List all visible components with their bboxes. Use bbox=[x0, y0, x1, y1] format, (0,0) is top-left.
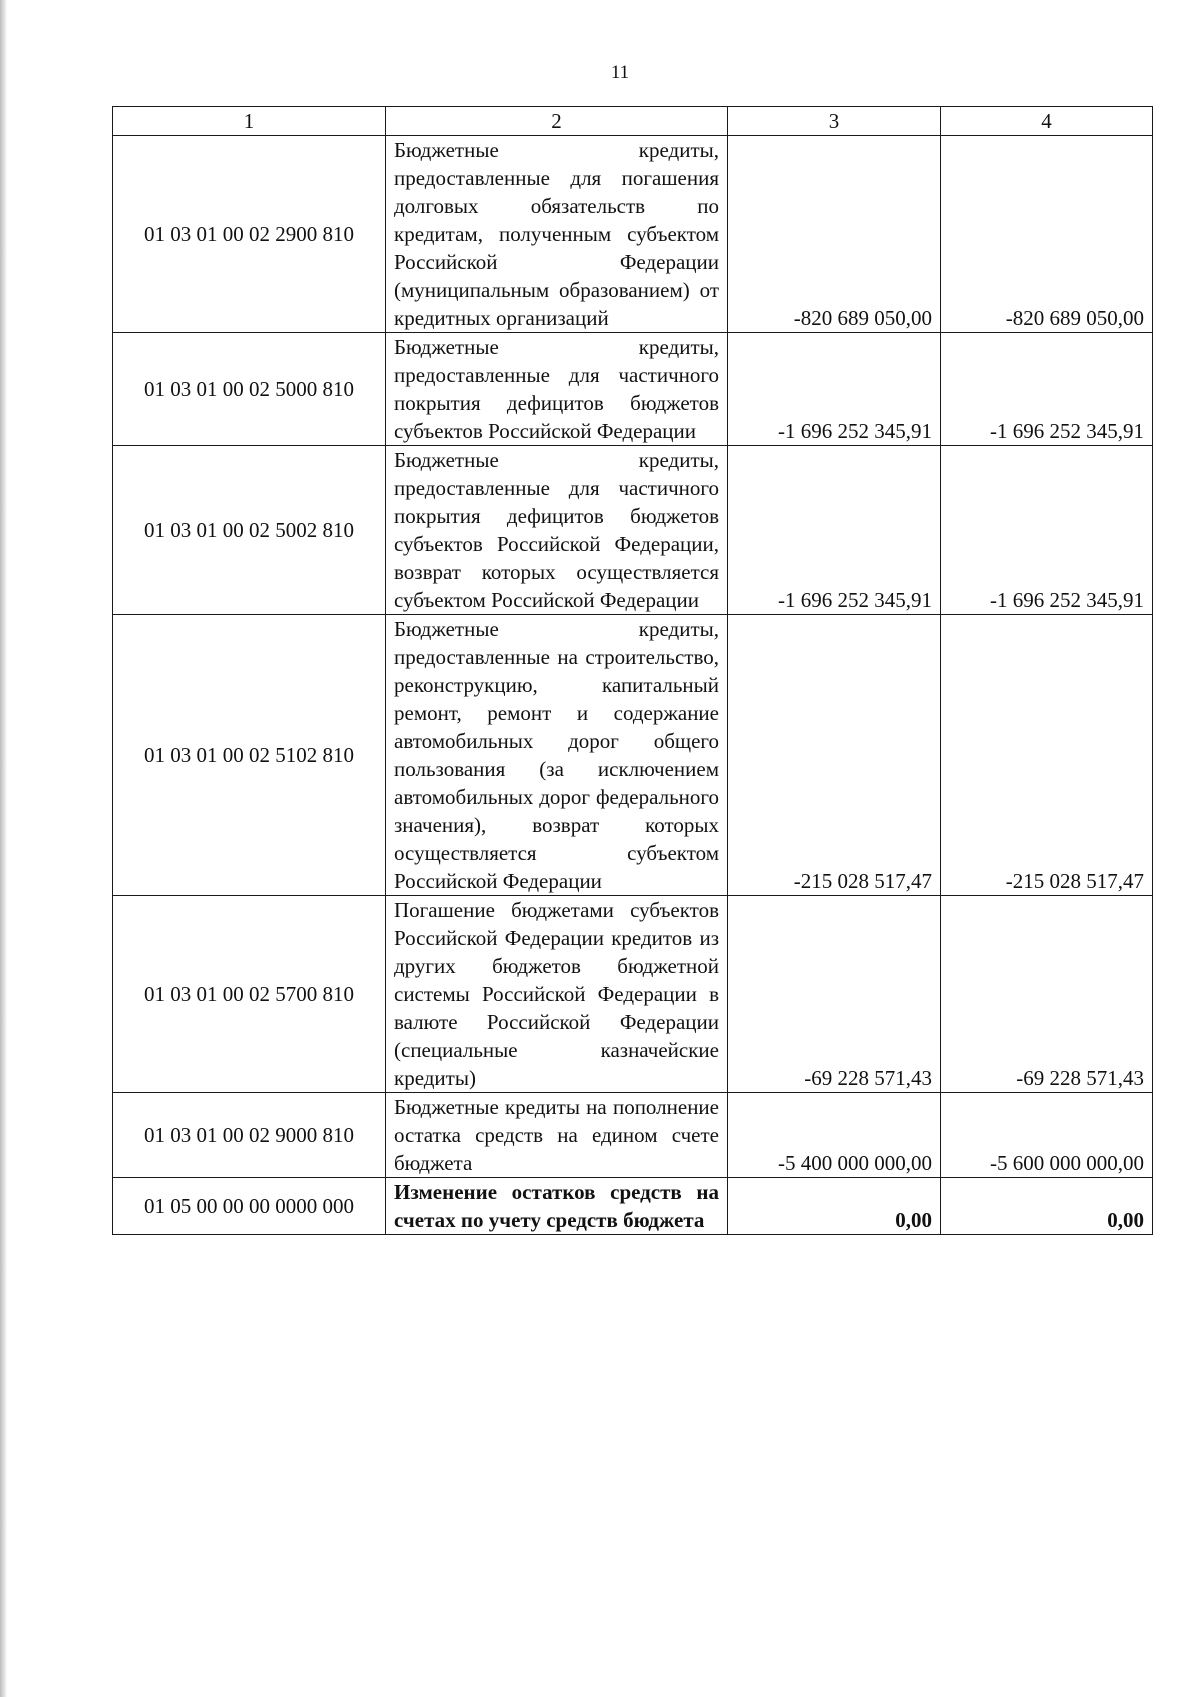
amount-col3-cell: -215 028 517,47 bbox=[728, 615, 941, 896]
table-row-total bbox=[113, 1178, 1153, 1235]
description-cell: Бюджетные кредиты, предоставленные на строительство, реконструкцию, капитальный ремонт, ремонт и содержание автомобильных дорог общего пользования (за исключением автомобильных дорог федерального значения), возврат которых осуществляется субъектом Российской Федерации bbox=[386, 615, 728, 896]
budget-code-cell: 01 03 01 00 02 5002 810 bbox=[113, 446, 386, 615]
amount-col3-cell: 0,00 bbox=[728, 1178, 941, 1235]
page-number: 11 bbox=[610, 62, 630, 83]
amount-col3-cell: -69 228 571,43 bbox=[728, 896, 941, 1093]
amount-col3-cell: -1 696 252 345,91 bbox=[728, 333, 941, 446]
table-row bbox=[113, 136, 1153, 333]
budget-code-cell: 01 05 00 00 00 0000 000 bbox=[113, 1178, 386, 1235]
amount-col3-cell: -1 696 252 345,91 bbox=[728, 446, 941, 615]
table-row bbox=[113, 896, 1153, 1093]
budget-code-cell: 01 03 01 00 02 5700 810 bbox=[113, 896, 386, 1093]
budget-code-cell: 01 03 01 00 02 5000 810 bbox=[113, 333, 386, 446]
header-col-1: 1 bbox=[113, 107, 386, 136]
description-cell: Бюджетные кредиты, предоставленные для частичного покрытия дефицитов бюджетов субъектов Российской Федерации bbox=[386, 333, 728, 446]
table-header-row bbox=[113, 107, 1153, 136]
budget-code-cell: 01 03 01 00 02 5102 810 bbox=[113, 615, 386, 896]
budget-code-cell: 01 03 01 00 02 9000 810 bbox=[113, 1093, 386, 1178]
table-row bbox=[113, 615, 1153, 896]
description-cell: Изменение остатков средств на счетах по учету средств бюджета bbox=[386, 1178, 728, 1235]
budget-sources-table bbox=[112, 106, 1153, 1235]
table-row bbox=[113, 1093, 1153, 1178]
amount-col4-cell: -1 696 252 345,91 bbox=[941, 333, 1153, 446]
amount-col4-cell: -215 028 517,47 bbox=[941, 615, 1153, 896]
description-cell: Погашение бюджетами субъектов Российской Федерации кредитов из других бюджетов бюджетной системы Российской Федерации в валюте Российской Федерации (специальные казначейские кредиты) bbox=[386, 896, 728, 1093]
scan-edge-shadow bbox=[0, 0, 7, 1697]
amount-col3-cell: -820 689 050,00 bbox=[728, 136, 941, 333]
amount-col4-cell: -5 600 000 000,00 bbox=[941, 1093, 1153, 1178]
table-row bbox=[113, 446, 1153, 615]
header-col-2: 2 bbox=[386, 107, 728, 136]
header-col-3: 3 bbox=[728, 107, 941, 136]
header-col-4: 4 bbox=[941, 107, 1153, 136]
budget-code-cell: 01 03 01 00 02 2900 810 bbox=[113, 136, 386, 333]
amount-col3-cell: -5 400 000 000,00 bbox=[728, 1093, 941, 1178]
amount-col4-cell: -69 228 571,43 bbox=[941, 896, 1153, 1093]
amount-col4-cell: -1 696 252 345,91 bbox=[941, 446, 1153, 615]
description-cell: Бюджетные кредиты, предоставленные для частичного покрытия дефицитов бюджетов субъектов Российской Федерации, возврат которых осуществляется субъектом Российской Федерации bbox=[386, 446, 728, 615]
description-cell: Бюджетные кредиты, предоставленные для погашения долговых обязательств по кредитам, полученным субъектом Российской Федерации (муниципальным образованием) от кредитных организаций bbox=[386, 136, 728, 333]
amount-col4-cell: -820 689 050,00 bbox=[941, 136, 1153, 333]
amount-col4-cell: 0,00 bbox=[941, 1178, 1153, 1235]
description-cell: Бюджетные кредиты на пополнение остатка средств на едином счете бюджета bbox=[386, 1093, 728, 1178]
table-row bbox=[113, 333, 1153, 446]
